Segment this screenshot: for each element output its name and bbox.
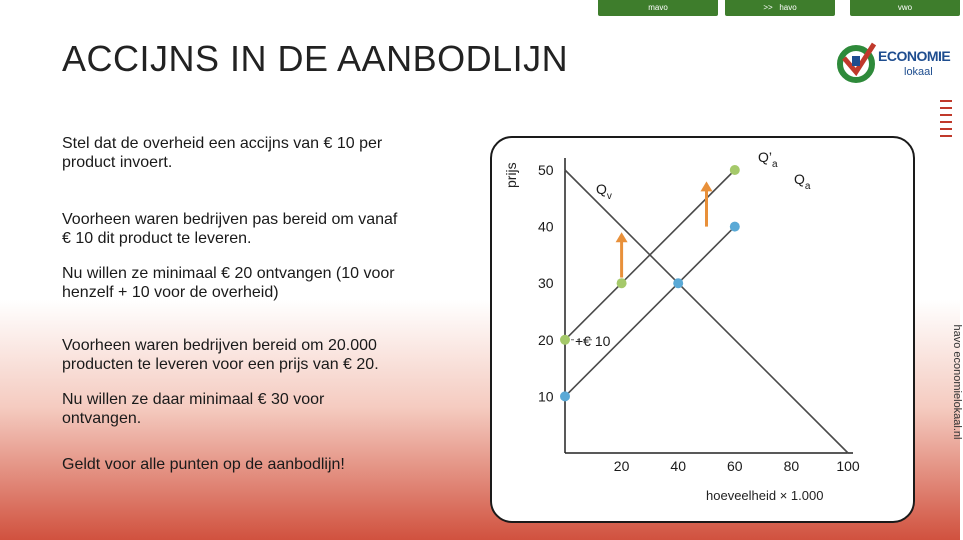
tab-havo-arrows: >>	[763, 3, 773, 12]
page-title: ACCIJNS IN DE AANBODLIJN	[62, 38, 569, 79]
text-voorheen-20000: Voorheen waren bedrijven bereid om 20.000 producten te leveren voor een prijs van € 20.	[62, 337, 379, 373]
qa-shifted-point	[730, 165, 740, 175]
series-line	[565, 227, 735, 397]
annotation-plus-10: +€ 10	[575, 332, 611, 349]
logo-text-lokaal: lokaal	[904, 66, 933, 78]
text-nu-20: Nu willen ze minimaal € 20 ontvangen (10 voor henzelf + 10 voor de overheid)	[62, 265, 395, 301]
text-voorheen-10: Voorheen waren bedrijven pas bereid om vanaf € 10 dit product te leveren.	[62, 211, 398, 247]
qa-shifted-point	[560, 335, 570, 345]
shift-arrow-head	[701, 181, 713, 191]
text-accijns-intro: Stel dat de overheid een accijns van € 10 per product invoert.	[62, 135, 383, 171]
qa-shifted-label: $Q’_a$	[758, 149, 778, 170]
y-tick-label: 20	[538, 331, 554, 348]
x-tick-label: 60	[727, 458, 743, 474]
tab-vwo[interactable]: vwo	[850, 0, 960, 16]
qv-label: $Q_v$	[596, 181, 612, 202]
x-tick-label: 20	[613, 458, 630, 474]
y-tick-label: 10	[538, 388, 554, 405]
qa-point	[730, 222, 740, 232]
x-tick-label: 40	[670, 458, 686, 474]
text-alle-punten: Geldt voor alle punten op de aanbodlijn!	[62, 456, 345, 473]
qa-shifted-point	[617, 278, 627, 288]
x-tick-label: 80	[783, 458, 800, 474]
shift-arrow-head	[616, 232, 628, 242]
x-axis-label: hoeveelheid × 1.000	[706, 488, 824, 503]
y-axis-label: prijs	[503, 162, 519, 188]
logo-text-economie: ECONOMIE	[878, 48, 951, 64]
qa-point	[560, 391, 570, 401]
qa-point	[673, 278, 683, 288]
qa-label: $Q_a$	[794, 171, 811, 192]
text-nu-30: Nu willen ze daar minimaal € 30 voor ontvangen.	[62, 391, 325, 427]
y-tick-label: 50	[538, 162, 554, 178]
y-tick-label: 30	[538, 275, 554, 292]
x-tick-label: 100	[836, 458, 860, 474]
tab-havo-label: havo	[779, 3, 797, 12]
y-tick-label: 40	[538, 218, 554, 235]
side-label-text: havo economielokaal.nl	[951, 324, 963, 440]
tab-mavo[interactable]: mavo	[598, 0, 718, 16]
